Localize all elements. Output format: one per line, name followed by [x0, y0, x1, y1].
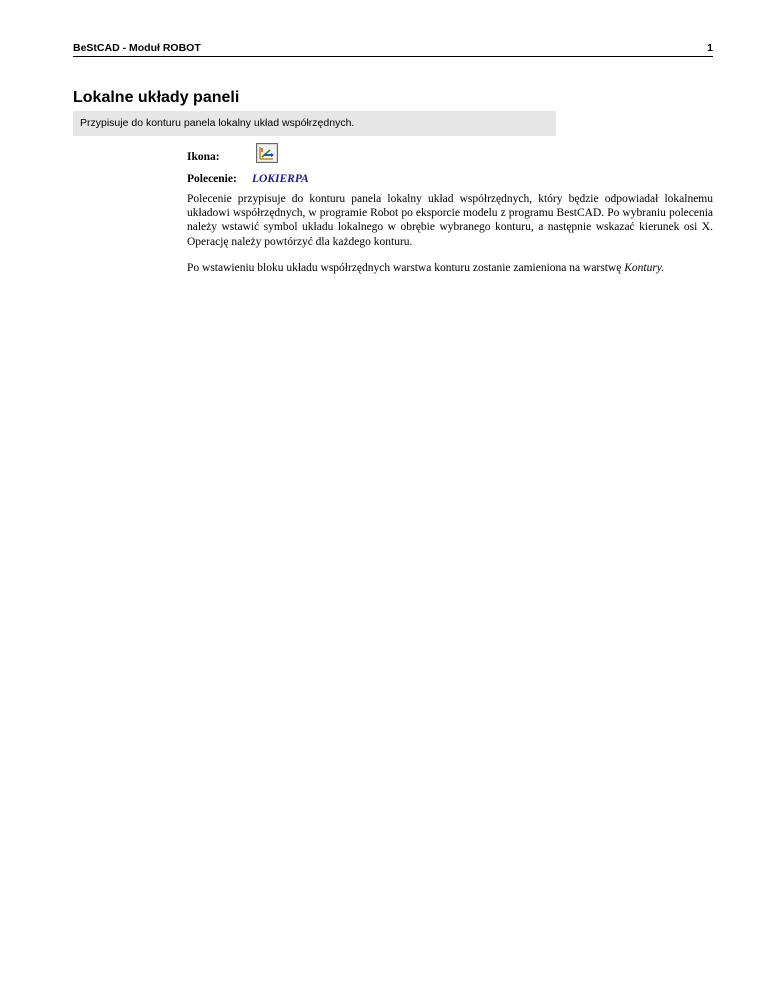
- command-value: LOKIERPA: [252, 173, 309, 185]
- icon-label: Ikona:: [187, 151, 220, 163]
- command-label: Polecenie:: [187, 173, 237, 185]
- icon-row: [187, 146, 309, 168]
- local-coordinate-system-icon: [256, 143, 278, 163]
- body-paragraph-2-text: Po wstawieniu bloku układu współrzędnych warstwa konturu zostanie zamieniona na warstwę: [187, 262, 622, 274]
- page-number: 1: [707, 42, 713, 54]
- section-title: Lokalne układy paneli: [73, 89, 240, 106]
- summary-text: Przypisuje do konturu panela lokalny układ współrzędnych.: [80, 117, 355, 129]
- body-paragraph-1: Polecenie przypisuje do konturu panela lokalny układ współrzędnych, który będzie odpowiadał lokalnemu układowi współrzędnych, w programie Robot po eksporcie modelu z programu BestCAD. Po wybraniu polecenia należy wstawić symbol układu lokalnego w obrębie wybranego konturu, a następnie wskazać kierunek osi X. Operację należy powtórzyć dla każdego konturu.: [187, 193, 713, 248]
- body-paragraph-2: [187, 261, 713, 275]
- layer-name: Kontury.: [624, 262, 665, 274]
- document-title: BeStCAD - Moduł ROBOT: [73, 42, 201, 54]
- summary-box: [73, 111, 556, 136]
- page-header: [73, 42, 713, 57]
- command-row: [187, 168, 309, 190]
- command-meta: [187, 146, 309, 190]
